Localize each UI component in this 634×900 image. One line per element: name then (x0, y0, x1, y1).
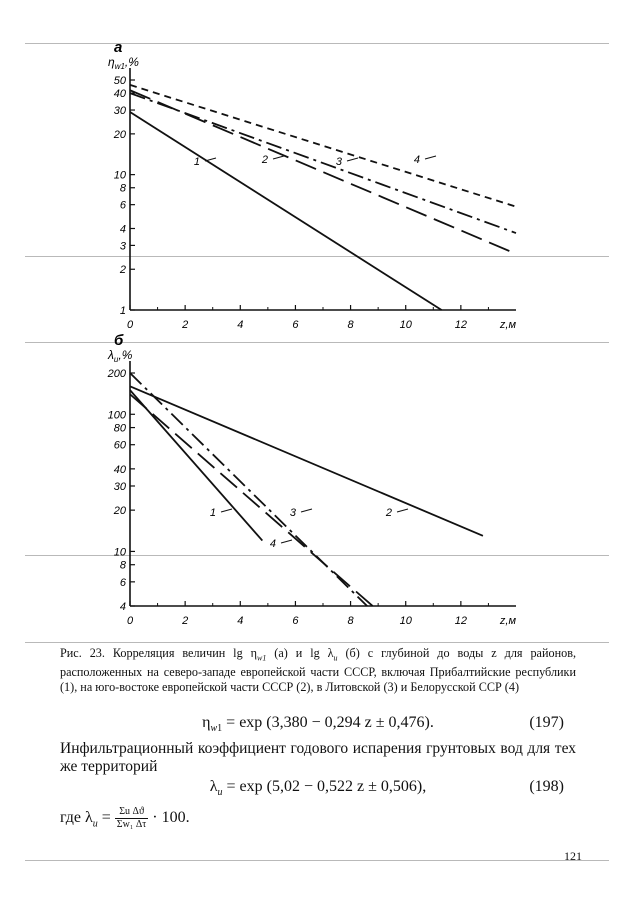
y-tick-label: 40 (113, 463, 126, 476)
x-tick-label: 4 (237, 319, 244, 331)
series-label-leader (205, 158, 216, 161)
x-tick-label: 4 (237, 615, 244, 627)
y-tick-label: 30 (113, 105, 126, 118)
x-tick-label: 10 (399, 319, 412, 331)
series-line-4 (130, 394, 373, 606)
y-tick-label: 20 (113, 505, 126, 518)
panel-label: а (114, 39, 123, 56)
x-tick-label: 12 (454, 615, 467, 627)
y-tick-label: 30 (113, 480, 126, 493)
y-tick-label: 100 (107, 409, 126, 422)
series-label-leader (301, 509, 312, 512)
series-label-leader (273, 156, 284, 159)
series-label-leader (397, 509, 408, 512)
y-tick-label: 1 (119, 305, 126, 317)
y-tick-label: 3 (119, 240, 126, 253)
x-tick-label: 2 (182, 319, 189, 331)
x-tick-label: 10 (399, 615, 412, 627)
series-label: 4 (269, 538, 276, 550)
series-label-leader (425, 156, 436, 159)
x-axis-label: z,м (499, 319, 516, 331)
y-tick-label: 4 (119, 601, 126, 613)
series-label: 1 (193, 156, 200, 168)
y-tick-label: 40 (113, 88, 126, 101)
equation-197: $\eta_{w1} = \exp (3,380 - 0,294$ z ± 0,476). (197) (202, 714, 564, 735)
x-tick-label: 0 (126, 615, 134, 627)
x-tick-label: 8 (347, 615, 354, 627)
series-label: 2 (385, 507, 392, 519)
series-label-leader (347, 158, 358, 161)
x-tick-label: 0 (126, 319, 134, 331)
x-tick-label: 6 (292, 319, 299, 331)
series-line-4 (130, 85, 516, 207)
figure-caption: Рис. 23. Корреляция величин $\lg \eta_{w1}$ (а) и $\lg \lambda_u$ (б) с глубиной до воды z для районов, расположенных на северо-западе европейской части СССР, включая Прибалтийские республики (1), на юго-востоке европейской части СССР (2), в Литовской (3) и Белорусской ССР (4) (60, 646, 576, 695)
y-tick-label: 6 (119, 576, 126, 589)
y-tick-label: 10 (113, 169, 126, 182)
series-label: 2 (261, 154, 268, 166)
y-tick-label: 50 (113, 75, 126, 87)
panel-label: б (114, 332, 124, 349)
series-label-leader (221, 509, 232, 512)
x-tick-label: 8 (347, 319, 354, 331)
y-axis-label: $\eta_{w1},\%$ (108, 55, 139, 71)
series-label: 4 (413, 154, 420, 166)
series-line-3 (130, 93, 516, 233)
equation-198: $\lambda_u = \exp (5,02 - 0,522$ z ± 0,506), (198) (209, 778, 564, 799)
y-tick-label: 6 (119, 199, 126, 212)
y-tick-label: 4 (119, 223, 126, 236)
y-tick-label: 200 (107, 368, 126, 380)
x-tick-label: 12 (454, 319, 467, 331)
series-label: 3 (335, 156, 342, 168)
definition-formula: где $\lambda_u$ = $\frac{\text{Σu Δϑ}}{\text{Σw₁ Δτ}}$ · 100. (60, 806, 190, 830)
equation-number: (198) (529, 778, 564, 795)
x-axis-label: z,м (499, 615, 516, 627)
y-tick-label: 8 (119, 559, 126, 572)
series-line-1 (130, 112, 442, 310)
series-label: 3 (289, 507, 296, 519)
series-label-leader (281, 540, 292, 543)
fraction: $\frac{\text{Σu Δϑ}}{\text{Σw₁ Δτ}}$ (116, 806, 147, 830)
y-tick-label: 10 (113, 546, 126, 559)
x-tick-label: 6 (292, 615, 299, 627)
y-tick-label: 2 (119, 264, 126, 277)
y-axis-label: $\lambda_u,\%$ (108, 348, 133, 364)
page-number: 121 (564, 849, 582, 863)
series-line-1 (130, 390, 262, 540)
y-tick-label: 60 (113, 439, 126, 452)
series-label: 1 (209, 507, 216, 519)
x-tick-label: 2 (182, 615, 189, 627)
series-line-3 (130, 373, 367, 606)
series-line-2 (130, 386, 483, 536)
y-tick-label: 8 (119, 182, 126, 195)
y-tick-label: 80 (113, 422, 126, 435)
body-paragraph: Инфильтрационный коэффициент годового испарения грунтовых вод для тех же территорий (60, 740, 576, 775)
y-tick-label: 20 (113, 128, 126, 141)
equation-number: (197) (529, 714, 564, 731)
